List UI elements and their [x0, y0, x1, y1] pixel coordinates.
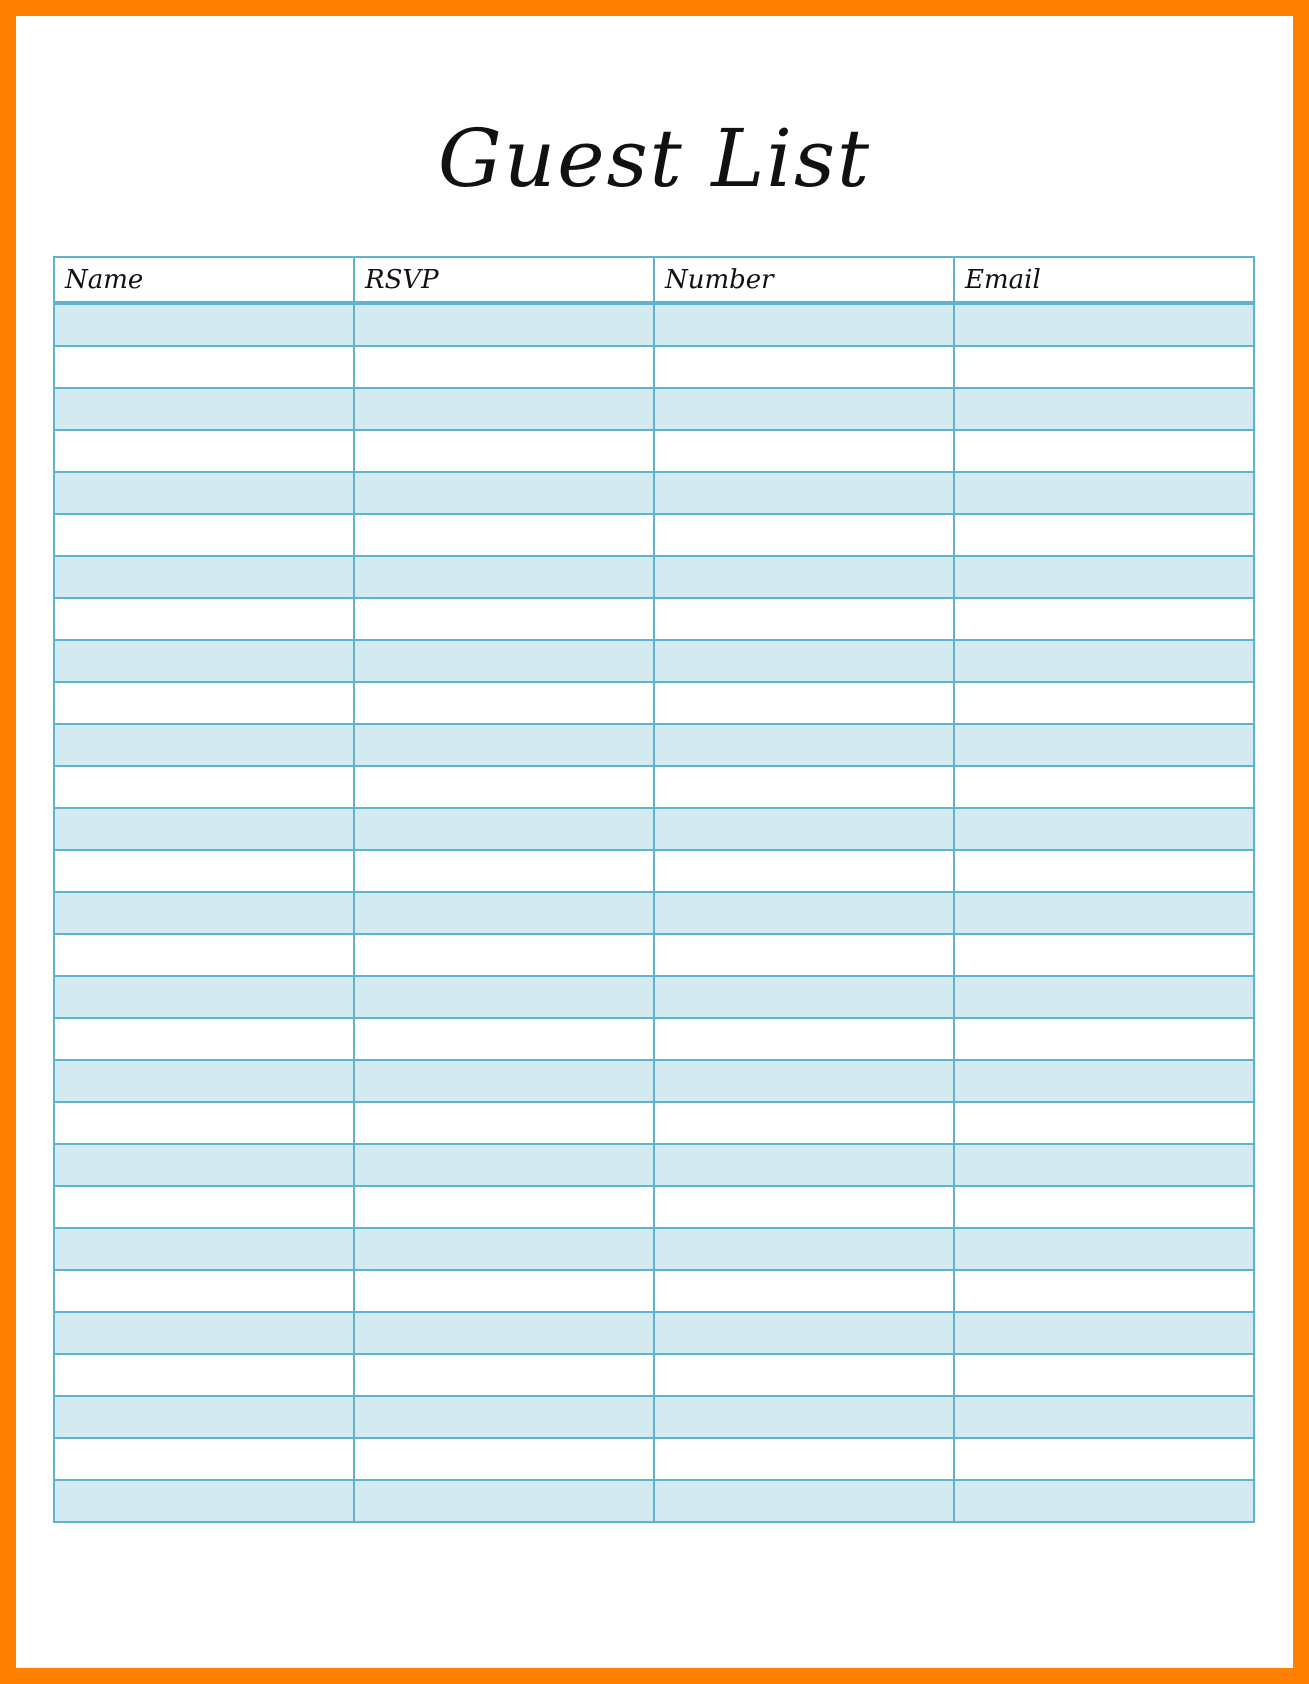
table-cell-name[interactable] [54, 556, 354, 598]
table-cell-name[interactable] [54, 1396, 354, 1438]
table-cell-email[interactable] [954, 1354, 1254, 1396]
table-cell-rsvp[interactable] [354, 514, 654, 556]
table-row [54, 1144, 1254, 1186]
table-cell-email[interactable] [954, 1186, 1254, 1228]
table-cell-email[interactable] [954, 1060, 1254, 1102]
table-cell-email[interactable] [954, 346, 1254, 388]
table-cell-number[interactable] [654, 514, 954, 556]
table-cell-name[interactable] [54, 724, 354, 766]
table-cell-number[interactable] [654, 1186, 954, 1228]
table-cell-number[interactable] [654, 346, 954, 388]
table-row [54, 1060, 1254, 1102]
table-cell-number[interactable] [654, 1270, 954, 1312]
table-cell-name[interactable] [54, 1186, 354, 1228]
table-row [54, 850, 1254, 892]
table-cell-number[interactable] [654, 682, 954, 724]
table-cell-name[interactable] [54, 1228, 354, 1270]
table-cell-number[interactable] [654, 976, 954, 1018]
table-cell-number[interactable] [654, 724, 954, 766]
table-cell-name[interactable] [54, 976, 354, 1018]
table-cell-rsvp[interactable] [354, 1270, 654, 1312]
table-row [54, 598, 1254, 640]
table-cell-email[interactable] [954, 1396, 1254, 1438]
table-cell-rsvp[interactable] [354, 892, 654, 934]
table-row [54, 1480, 1254, 1522]
table-cell-number[interactable] [654, 892, 954, 934]
table-cell-rsvp[interactable] [354, 766, 654, 808]
table-row [54, 682, 1254, 724]
table-cell-email[interactable] [954, 598, 1254, 640]
table-cell-email[interactable] [954, 766, 1254, 808]
table-cell-rsvp[interactable] [354, 556, 654, 598]
table-row [54, 724, 1254, 766]
table-cell-number[interactable] [654, 1354, 954, 1396]
table-header-row [54, 257, 1254, 303]
table-cell-name[interactable] [54, 472, 354, 514]
table-cell-number[interactable] [654, 1144, 954, 1186]
table-cell-rsvp[interactable] [354, 1480, 654, 1522]
table-row [54, 640, 1254, 682]
table-cell-rsvp[interactable] [354, 346, 654, 388]
table-cell-rsvp[interactable] [354, 1354, 654, 1396]
table-cell-number[interactable] [654, 556, 954, 598]
table-cell-name[interactable] [54, 1438, 354, 1480]
table-cell-email[interactable] [954, 934, 1254, 976]
table-row [54, 1438, 1254, 1480]
table-cell-rsvp[interactable] [354, 1102, 654, 1144]
table-cell-name[interactable] [54, 1018, 354, 1060]
table-cell-name[interactable] [54, 598, 354, 640]
table-cell-name[interactable] [54, 1270, 354, 1312]
table-cell-email[interactable] [954, 1480, 1254, 1522]
table-cell-email[interactable] [954, 472, 1254, 514]
table-cell-email[interactable] [954, 1018, 1254, 1060]
table-cell-number[interactable] [654, 808, 954, 850]
table-cell-email[interactable] [954, 1312, 1254, 1354]
table-row [54, 1270, 1254, 1312]
table-cell-rsvp[interactable] [354, 303, 654, 346]
table-row [54, 430, 1254, 472]
table-cell-rsvp[interactable] [354, 976, 654, 1018]
table-cell-name[interactable] [54, 808, 354, 850]
table-cell-rsvp[interactable] [354, 430, 654, 472]
table-row [54, 514, 1254, 556]
table-row [54, 1102, 1254, 1144]
table-body [54, 303, 1254, 1522]
table-cell-email[interactable] [954, 724, 1254, 766]
table-cell-name[interactable] [54, 850, 354, 892]
table-row [54, 1186, 1254, 1228]
table-row [54, 303, 1254, 346]
guest-list-table [53, 256, 1255, 1523]
table-row [54, 808, 1254, 850]
table-cell-number[interactable] [654, 303, 954, 346]
table-cell-number[interactable] [654, 1060, 954, 1102]
table-cell-number[interactable] [654, 472, 954, 514]
table-cell-number[interactable] [654, 640, 954, 682]
table-cell-rsvp[interactable] [354, 1144, 654, 1186]
table-row [54, 556, 1254, 598]
table-cell-number[interactable] [654, 1438, 954, 1480]
table-cell-number[interactable] [654, 1102, 954, 1144]
table-cell-name[interactable] [54, 766, 354, 808]
table-cell-rsvp[interactable] [354, 1438, 654, 1480]
table-cell-email[interactable] [954, 1270, 1254, 1312]
table-row [54, 1354, 1254, 1396]
table-row [54, 472, 1254, 514]
table-cell-rsvp[interactable] [354, 1228, 654, 1270]
table-cell-rsvp[interactable] [354, 1396, 654, 1438]
table-cell-email[interactable] [954, 1438, 1254, 1480]
table-cell-number[interactable] [654, 1018, 954, 1060]
table-cell-number[interactable] [654, 1396, 954, 1438]
table-row [54, 766, 1254, 808]
table-cell-email[interactable] [954, 303, 1254, 346]
table-cell-number[interactable] [654, 430, 954, 472]
table-cell-name[interactable] [54, 682, 354, 724]
table-cell-name[interactable] [54, 430, 354, 472]
table-cell-email[interactable] [954, 514, 1254, 556]
column-header-number: Number [654, 257, 954, 303]
table-cell-number[interactable] [654, 388, 954, 430]
table-cell-email[interactable] [954, 1144, 1254, 1186]
column-header-name: Name [54, 257, 354, 303]
table-cell-name[interactable] [54, 1312, 354, 1354]
table-cell-name[interactable] [54, 1144, 354, 1186]
table-cell-name[interactable] [54, 1480, 354, 1522]
table-cell-email[interactable] [954, 850, 1254, 892]
page-title: Guest List [437, 112, 872, 205]
table-row [54, 1018, 1254, 1060]
table-cell-rsvp[interactable] [354, 1312, 654, 1354]
table-cell-number[interactable] [654, 850, 954, 892]
table-cell-email[interactable] [954, 892, 1254, 934]
table-cell-email[interactable] [954, 430, 1254, 472]
table-row [54, 1396, 1254, 1438]
table-cell-name[interactable] [54, 1354, 354, 1396]
table-cell-rsvp[interactable] [354, 640, 654, 682]
table-cell-number[interactable] [654, 934, 954, 976]
table-row [54, 1228, 1254, 1270]
table-cell-rsvp[interactable] [354, 850, 654, 892]
table-cell-rsvp[interactable] [354, 682, 654, 724]
table-cell-name[interactable] [54, 934, 354, 976]
table-cell-number[interactable] [654, 1228, 954, 1270]
table-cell-name[interactable] [54, 388, 354, 430]
table-cell-email[interactable] [954, 388, 1254, 430]
table-cell-rsvp[interactable] [354, 934, 654, 976]
table-cell-email[interactable] [954, 976, 1254, 1018]
table-cell-number[interactable] [654, 1480, 954, 1522]
table-cell-name[interactable] [54, 346, 354, 388]
table-row [54, 1312, 1254, 1354]
table-cell-name[interactable] [54, 1060, 354, 1102]
table-cell-number[interactable] [654, 766, 954, 808]
table-cell-rsvp[interactable] [354, 1018, 654, 1060]
table-cell-email[interactable] [954, 1102, 1254, 1144]
table-cell-email[interactable] [954, 556, 1254, 598]
table-row [54, 934, 1254, 976]
table-cell-number[interactable] [654, 598, 954, 640]
table-cell-rsvp[interactable] [354, 1060, 654, 1102]
table-cell-name[interactable] [54, 303, 354, 346]
table-cell-name[interactable] [54, 892, 354, 934]
table-cell-name[interactable] [54, 514, 354, 556]
table-cell-rsvp[interactable] [354, 808, 654, 850]
table-cell-rsvp[interactable] [354, 388, 654, 430]
table-cell-rsvp[interactable] [354, 598, 654, 640]
table-cell-name[interactable] [54, 1102, 354, 1144]
table-cell-rsvp[interactable] [354, 724, 654, 766]
table-row [54, 346, 1254, 388]
column-header-rsvp: RSVP [354, 257, 654, 303]
table-cell-name[interactable] [54, 640, 354, 682]
table-row [54, 388, 1254, 430]
table-row [54, 976, 1254, 1018]
table-cell-rsvp[interactable] [354, 472, 654, 514]
table-cell-email[interactable] [954, 1228, 1254, 1270]
table-cell-email[interactable] [954, 808, 1254, 850]
table-cell-number[interactable] [654, 1312, 954, 1354]
table-cell-rsvp[interactable] [354, 1186, 654, 1228]
table-row [54, 892, 1254, 934]
table-cell-email[interactable] [954, 640, 1254, 682]
table-cell-email[interactable] [954, 682, 1254, 724]
column-header-email: Email [954, 257, 1254, 303]
